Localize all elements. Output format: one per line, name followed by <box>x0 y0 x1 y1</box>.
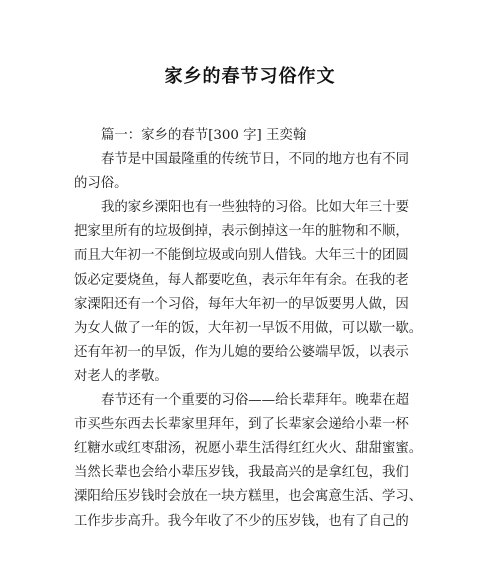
paragraph-line: 而且大年初一不能倒垃圾或向别人借钱。大年三十的团圆 <box>74 248 409 264</box>
document-title: 家乡的春节习俗作文 <box>164 66 336 87</box>
paragraph-line: 家溧阳还有一个习俗，每年大年初一的早饭要男人做，因 <box>74 296 409 312</box>
paragraph-line: 当然长辈也会给小辈压岁钱，我最高兴的是拿红包，我们 <box>74 465 409 481</box>
paragraph-line: 为女人做了一年的饭，大年初一早饭不用做，可以歇一歇。 <box>74 320 423 336</box>
paragraph-line: 市买些东西去长辈家里拜年，到了长辈家会递给小辈一杯 <box>74 417 409 433</box>
paragraph-line: 还有年初一的早饭，作为儿媳的要给公婆端早饭，以表示 <box>74 344 409 360</box>
paragraph-line: 对老人的孝敬。 <box>74 368 168 384</box>
section-heading: 篇一：家乡的春节[300 字] 王奕翰 <box>101 128 307 143</box>
paragraph-line: 工作步步高升。我今年收了不少的压岁钱，也有了自己的 <box>74 513 409 529</box>
paragraph-line: 春节是中国最隆重的传统节日，不同的地方也有不同 <box>101 152 409 168</box>
paragraph-line: 红糖水或红枣甜汤，祝愿小辈生活得红红火火、甜甜蜜蜜。 <box>74 441 423 457</box>
paragraph-line: 我的家乡溧阳也有一些独特的习俗。比如大年三十要 <box>101 200 409 216</box>
paragraph-line: 的习俗。 <box>74 176 128 192</box>
paragraph-line: 饭必定要烧鱼，每人都要吃鱼，表示年年有余。在我的老 <box>74 272 409 288</box>
paragraph-line: 把家里所有的垃圾倒掉，表示倒掉这一年的脏物和不顺， <box>74 224 409 240</box>
document-body <box>74 124 426 534</box>
paragraph-line: 溧阳给压岁钱时会放在一块方糕里，也会寓意生活、学习、 <box>74 489 423 505</box>
paragraph-line: 春节还有一个重要的习俗——给长辈拜年。晚辈在超 <box>101 393 409 409</box>
